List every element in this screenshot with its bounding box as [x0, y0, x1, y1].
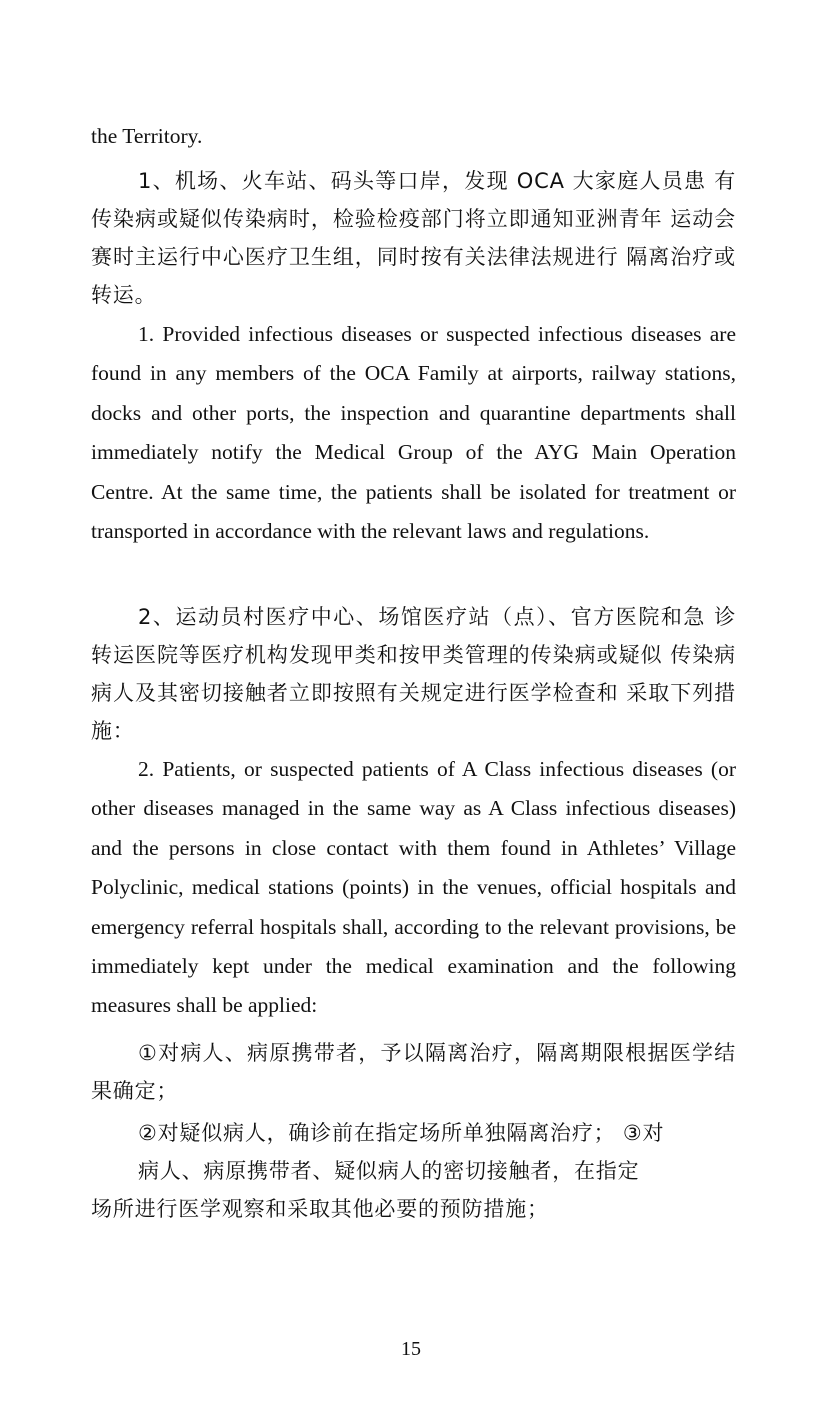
en-paragraph-1: 1. Provided infectious diseases or suspected infectious diseases are found in any members of the OCA Family at airports, railway stations, docks and other ports, the inspection and quarantine departments shall immediately notify the Medical Group of the AYG Main Operation Centre. At the same time, the patients shall be isolated for treatment or transported in accordance with the relevant laws and regulations.	[91, 322, 736, 544]
measure-2-line-a: ②对疑似病人，确诊前在指定场所单独隔离治疗； ③对	[138, 1121, 665, 1145]
continuation-text: the Territory.	[91, 124, 203, 148]
en-paragraph-2: 2. Patients, or suspected patients of A Class infectious diseases (or other diseases managed in the same way as A Class infectious diseases) and the persons in close contact with them found in Athletes’ Village Polyclinic, medical stations (points) in the venues, official hospitals and emergency referral hospitals shall, according to the relevant provisions, be immediately kept under the medical examination and the following measures shall be applied:	[91, 757, 736, 1018]
measure-2-line-b: 病人、病原携带者、疑似病人的密切接触者，在指定	[138, 1159, 640, 1183]
measure-2-line-c: 场所进行医学观察和采取其他必要的预防措施；	[91, 1197, 549, 1221]
zh-paragraph-1: 1、机场、火车站、码头等口岸，发现 OCA 大家庭人员患 有传染病或疑似传染病时，检验检疫部门将立即通知亚洲青年 运动会赛时主运行中心医疗卫生组，同时按有关法律法规进行 隔离治疗或转运。	[91, 169, 736, 307]
measure-1: ①对病人、病原携带者，予以隔离治疗，隔离期限根据医学结果确定；	[91, 1041, 736, 1103]
page-number: 15	[401, 1338, 421, 1360]
zh-paragraph-2: 2、运动员村医疗中心、场馆医疗站（点）、官方医院和急 诊转运医院等医疗机构发现甲类和按甲类管理的传染病或疑似 传染病病人及其密切接触者立即按照有关规定进行医学检查和 采取下列措施：	[91, 605, 736, 743]
